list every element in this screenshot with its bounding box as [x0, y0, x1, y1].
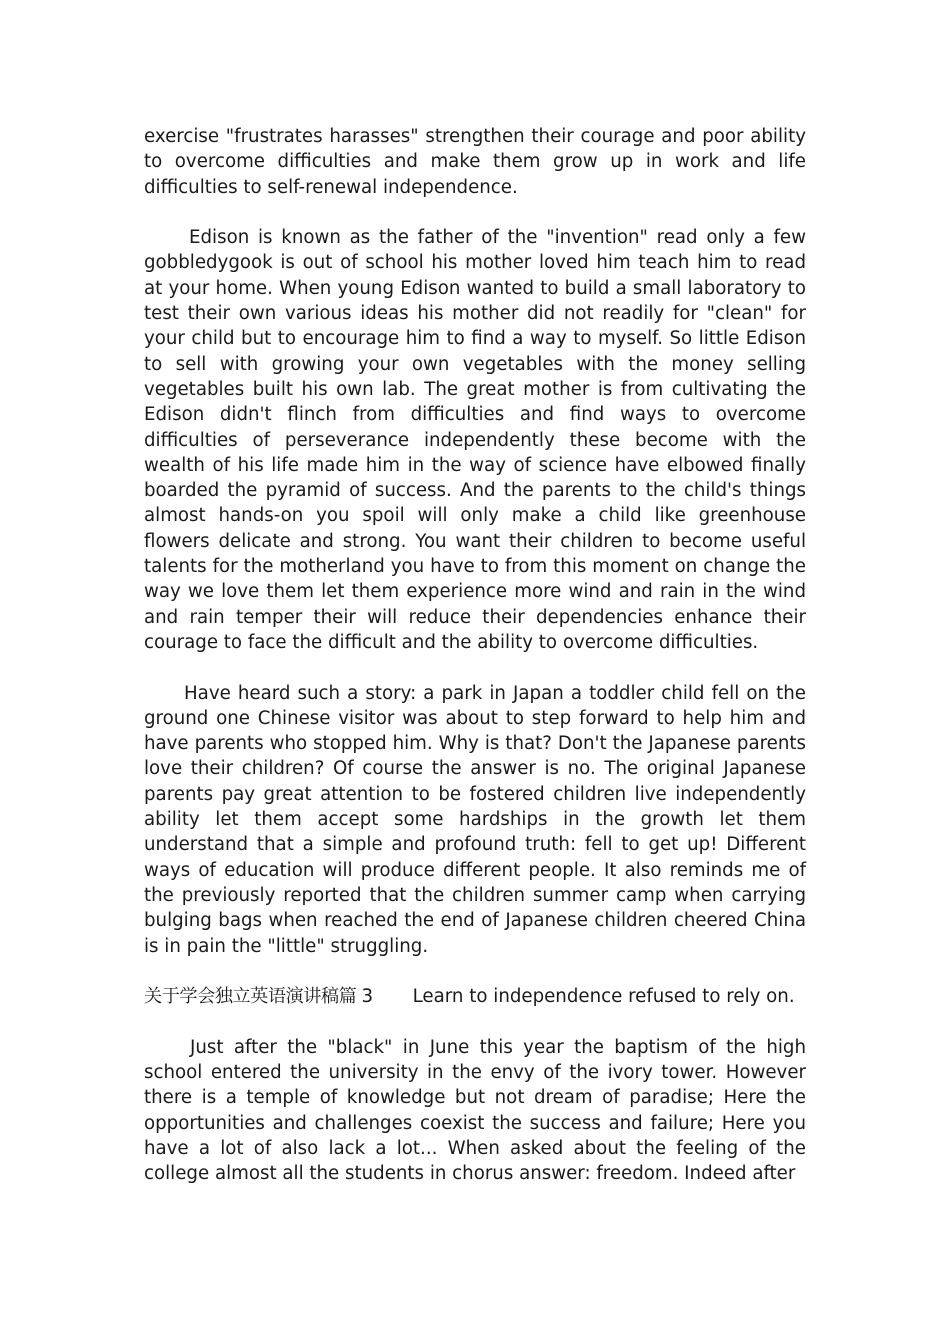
paragraph-courage: exercise "frustrates harasses" strengthen their courage and poor ability to overcome difficulties and make them grow up in work and life difficulties to self-renewal independence.: [144, 126, 806, 198]
paragraph-edison: Edison is known as the father of the "invention" read only a few gobbledygook is out of school his mother loved him teach him to read at your home. When young Edison wanted to build a small laboratory to test their own various ideas his mother did not readily for "clean" for your child but to encourage him to find a way to myself. So little Edison to sell with growing your own vegetables with the money selling vegetables built his own lab. The great mother is from cultivating the Edison didn't flinch from difficulties and find ways to overcome difficulties of perseverance independently these become with the wealth of his life made him in the way of science have elbowed finally boarded the pyramid of success. And the parents to the child's things almost hands-on you spoil will only make a child like greenhouse flowers delicate and strong. You want their children to become useful talents for the motherland you have to from this moment on change the way we love them let them experience more wind and rain in the wind and rain temper their will reduce their dependencies enhance their courage to face the difficult and the ability to overcome difficulties.: [144, 227, 806, 653]
section-heading-english: Learn to independence refused to rely on.: [412, 986, 795, 1008]
paragraph-japan-story: Have heard such a story: a park in Japan a toddler child fell on the ground one Chinese visitor was about to step forward to help him and have parents who stopped him. Why is that? Don't the Japanese parents love their children? Of course the answer is no. The original Japanese parents pay great attention to be fostered children live independently ability let them accept some hardships in the growth let them understand that a simple and profound truth: fell to get up! Different ways of education will produce different people. It also reminds me of the previously reported that the children summer camp when carrying bulging bags when reached the end of Japanese children cheered China is in pain the "little" struggling.: [144, 682, 806, 957]
section-heading-chinese: 关于学会独立英语演讲稿篇 3: [144, 986, 373, 1008]
section-heading: [144, 984, 806, 1009]
paragraph-college: Just after the "black" in June this year the baptism of the high school entered the university in the envy of the ivory tower. However there is a temple of knowledge but not dream of paradise; Here the opportunities and challenges coexist the success and failure; Here you have a lot of also lack a lot... When asked about the feeling of the college almost all the students in chorus answer: freedom. Indeed after: [144, 1036, 806, 1185]
document-page: [144, 124, 806, 1212]
